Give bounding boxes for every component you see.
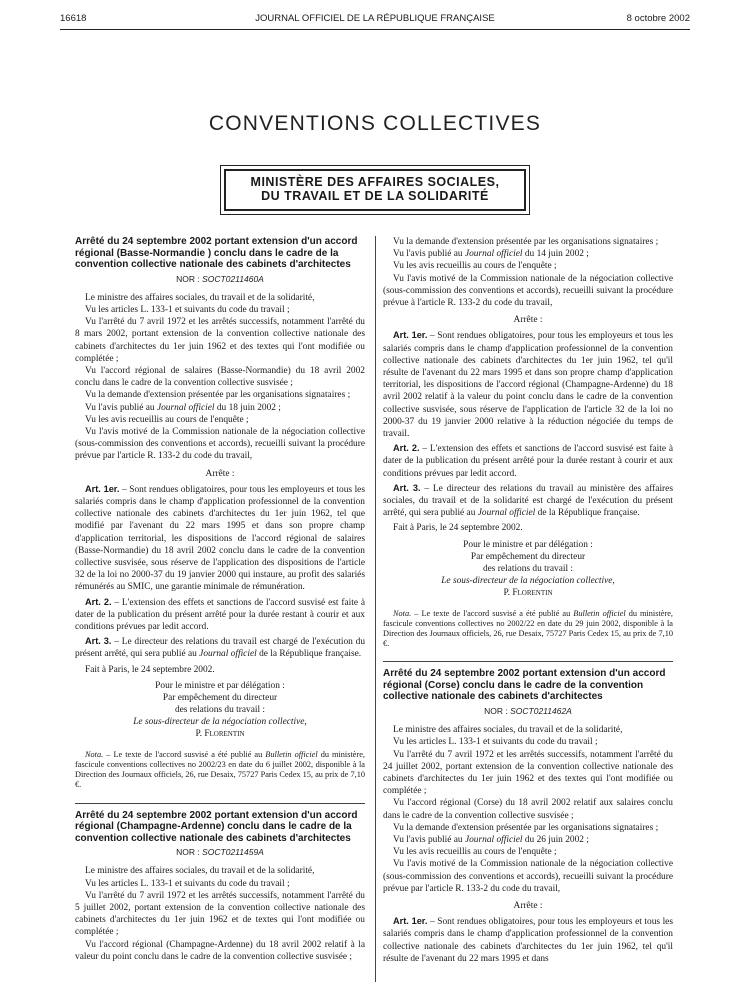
article-text: – Le directeur des relations du travail au ministère des affaires sociales, du travail et de la solidarité est chargé de l'exécution du présent arrêté, qui sera publié au bbox=[383, 483, 673, 519]
section-separator bbox=[383, 661, 673, 662]
article-3 bbox=[75, 635, 365, 660]
paragraph: Vu les avis recueillis au cours de l'enquête ; bbox=[85, 414, 249, 425]
article-text: – Sont rendues obligatoires, pour tous les employeurs et tous les salariés compris dans le champ d'application professionnel de la convention collective nationale des cabinets d'architectes du 1er juin 1962, tel qu'il résulte de l'avenant du 22 mars 1995 et dans bbox=[383, 917, 673, 964]
article-1 bbox=[75, 483, 365, 594]
journal-ref: Journal officiel bbox=[199, 649, 257, 660]
decree-title-corse: Arrêté du 24 septembre 2002 portant extension d'un accord régional (Corse) conclu dans le cadre de la convention collective nationale des cabinets d'architectes bbox=[383, 668, 666, 703]
ministry-box-inner bbox=[224, 169, 526, 211]
paragraph: Vu les articles L. 133-1 et suivants du code du travail ; bbox=[393, 737, 598, 748]
nor-label: NOR : bbox=[176, 273, 203, 284]
journal-ref: Journal officiel bbox=[477, 508, 536, 519]
main-title: CONVENTIONS COLLECTIVES bbox=[208, 112, 542, 135]
bulletin-ref: Bulletin officiel bbox=[573, 608, 626, 618]
paragraph bbox=[383, 248, 673, 260]
paragraph: Vu les avis recueillis au cours de l'enquête ; bbox=[393, 261, 557, 272]
article-label: Art. 1er. bbox=[85, 483, 120, 494]
nota-text: du ministère, fascicule conventions collectives no 2002/23 en date du 6 juillet 2002, disponible à la Direction des Journaux officiels, 26, rue Desaix, 75727 Paris Cedex 15, au prix de 7,10 €. bbox=[75, 749, 365, 790]
article-3 bbox=[383, 482, 673, 520]
paragraph: Le ministre des affaires sociales, du travail et de la solidarité, bbox=[393, 725, 623, 736]
nor-code: SOCT0211460A bbox=[202, 273, 264, 284]
journal-ref: Journal officiel bbox=[464, 249, 523, 260]
text: Vu l'avis publié au bbox=[85, 402, 157, 413]
right-column bbox=[383, 236, 673, 965]
page-header bbox=[60, 10, 690, 30]
journal-title: JOURNAL OFFICIEL DE LA RÉPUBLIQUE FRANÇAISE bbox=[255, 13, 495, 24]
signed-place-date: Fait à Paris, le 24 septembre 2002. bbox=[393, 523, 523, 534]
paragraph: Vu l'accord régional (Champagne-Ardenne) du 18 avril 2002 relatif à la valeur du point conclu dans le cadre de la convention collective susvisée ; bbox=[75, 939, 365, 962]
paragraph bbox=[383, 834, 673, 846]
nor-code: SOCT0211459A bbox=[202, 847, 264, 858]
signature-title bbox=[75, 716, 365, 728]
paragraph: Vu l'arrêté du 7 avril 1972 et les arrêtés successifs, notamment l'arrêté du 5 juillet 2002, portant extension de la convention collective nationale des cabinets d'architectes du 1er juin 1962 et de textes qui l'ont modifiée ou complétée ; bbox=[75, 890, 365, 938]
arrete-heading: Arrête : bbox=[513, 315, 543, 326]
text: du 26 juin 2002 ; bbox=[522, 835, 589, 846]
issue-date: 8 octobre 2002 bbox=[626, 13, 690, 24]
text: du 14 juin 2002 ; bbox=[522, 249, 589, 260]
signature-title-text: Le sous-directeur de la négociation collective, bbox=[133, 716, 307, 727]
signature-line: des relations du travail : bbox=[174, 704, 266, 715]
paragraph: Vu les articles L. 133-1 et suivants du code du travail ; bbox=[85, 878, 290, 889]
nor-reference bbox=[75, 273, 365, 285]
signature-line: Pour le ministre et par délégation : bbox=[155, 680, 285, 691]
arrete-heading: Arrête : bbox=[205, 468, 235, 479]
nota-text: – Le texte de l'accord susvisé a été publié au bbox=[411, 608, 574, 618]
text: Vu l'avis publié au bbox=[393, 249, 465, 260]
article-text: – Le directeur des relations du travail est chargé de l'exécution du présent arrêté, qui sera publié au bbox=[75, 637, 366, 660]
article-label: Art. 2. bbox=[393, 443, 420, 454]
text: du 18 juin 2002 ; bbox=[214, 402, 281, 413]
decree-title-champagne-ardenne: Arrêté du 24 septembre 2002 portant extension d'un accord régional (Champagne-Ardenne) conclu dans le cadre de la convention collective nationale des cabinets d'architectes bbox=[75, 809, 358, 844]
paragraph: Vu l'arrêté du 7 avril 1972 et les arrêtés successifs, notamment l'arrêté du 24 juillet 2002, portant extension de la convention collective nationale des cabinets d'architectes du 1er juin 1962 et des textes qui l'ont modifiée ou complétée ; bbox=[383, 749, 673, 797]
signed-place-date: Fait à Paris, le 24 septembre 2002. bbox=[85, 664, 215, 675]
paragraph: Vu l'accord régional de salaires (Basse-Normandie) du 18 avril 2002 conclu dans le cadre de la convention collective susvisée ; bbox=[75, 365, 365, 389]
paragraph: Vu la demande d'extension présentée par les organisations signataires ; bbox=[393, 237, 659, 247]
journal-ref: Journal officiel bbox=[156, 402, 215, 413]
nor-reference bbox=[383, 705, 673, 717]
paragraph: Vu les articles L. 133-1 et suivants du code du travail ; bbox=[85, 304, 290, 315]
signature-line: Pour le ministre et par délégation : bbox=[463, 539, 593, 550]
signatory-name: P. Florentin bbox=[503, 587, 553, 598]
signature-title bbox=[383, 575, 673, 587]
nor-reference bbox=[75, 846, 365, 858]
article-2 bbox=[383, 442, 673, 480]
article-text: – L'extension des effets et sanctions de l'accord susvisé est faite à dater de la publication du présent arrêté pour la durée restant à courir et aux conditions prévues par ledit accord. bbox=[75, 597, 365, 632]
signature-title-text: Le sous-directeur de la négociation collective, bbox=[441, 575, 615, 586]
signature-line: des relations du travail : bbox=[482, 563, 574, 574]
paragraph bbox=[75, 402, 365, 414]
column-divider bbox=[375, 236, 376, 982]
article-1 bbox=[383, 329, 673, 440]
nota bbox=[383, 609, 673, 650]
article-text: de la République française. bbox=[256, 649, 362, 660]
text: Vu l'avis publié au bbox=[393, 835, 465, 846]
arrete-heading: Arrête : bbox=[513, 901, 543, 912]
nota-text: du ministère, fascicule conventions collectives no 2002/22 en date du 29 juin 2002, disponible à la Direction des Journaux officiels, 26, rue Desaix, 75727 Paris Cedex 15, au prix de 7,10 €. bbox=[383, 608, 673, 649]
paragraph: Vu l'arrêté du 7 avril 1972 et les arrêtés successifs, notamment l'arrêté du 8 mars 2002, portant extension de la convention collective nationale des cabinets d'architectes du 1er juin 1962 et des textes qui l'ont modifiée ou complétée ; bbox=[75, 317, 365, 364]
paragraph: Vu la demande d'extension présentée par les organisations signataires ; bbox=[85, 390, 351, 401]
decree-title-basse-normandie: Arrêté du 24 septembre 2002 portant extension d'un accord régional (Basse-Normandie ) conclu dans le cadre de la convention collective nationale des cabinets d'architectes bbox=[75, 236, 358, 270]
paragraph: Vu la demande d'extension présentée par les organisations signataires ; bbox=[393, 822, 659, 833]
nor-code: SOCT0211462A bbox=[510, 705, 572, 716]
article-label: Art. 1er. bbox=[393, 330, 428, 341]
article-text: – Sont rendues obligatoires, pour tous les employeurs et tous les salariés compris dans le champ d'application professionnel de la convention collective nationale des cabinets d'architectes du 1er juin 1962, tel qu'il résulte de l'avenant du 22 mars 1995 et dans son propre champ d'application territorial, les dispositions de l'accord régional (Champagne-Ardenne) du 18 avril 2002 relatif à la valeur du point conclu dans le cadre de la convention collective susvisée, sous réserve de l'application de l'article 32 de la loi no 2000-37 du 19 janvier 2000 relative à la réduction négociée du temps de travail. bbox=[383, 331, 673, 440]
article-text: de la République française. bbox=[535, 508, 640, 519]
nor-label: NOR : bbox=[176, 847, 203, 858]
paragraph: Vu l'avis motivé de la Commission nationale de la négociation collective (sous-commission des conventions et accords), recueilli suivant la procédure prévue à l'article R. 133-2 du code du travail, bbox=[383, 273, 673, 309]
section-separator bbox=[75, 803, 365, 804]
signature-line: Par empêchement du directeur bbox=[470, 551, 586, 562]
article-text: – L'extension des effets et sanctions de l'accord susvisé est faite à dater de la publication du présent arrêté pour la durée restant à courir et aux conditions prévues par ledit accord. bbox=[383, 444, 673, 479]
article-label: Art. 1er. bbox=[393, 916, 428, 927]
article-label: Art. 3. bbox=[85, 636, 112, 647]
paragraph: Vu les avis recueillis au cours de l'enquête ; bbox=[393, 847, 557, 858]
article-text: – Sont rendues obligatoires, pour tous les employeurs et tous les salariés compris dans le champ d'application professionnel de la convention collective nationale des cabinets d'architectes du 1er juin 1962, tel que modifié par l'avenant du 22 mars 1995 et dans son propre champ d'application territorial, les dispositions de l'accord régional de salaires (Basse-Normandie) du 18 avril 2002 conclu dans le cadre de la convention collective susvisée, sous réserve de l'application des dispositions de l'article 32 de la loi no 2000-37 du 19 janvier 2000 qui instaure, au profit des salariés rémunérés au SMIC, une garantie minimale de rémunération. bbox=[75, 484, 365, 593]
paragraph: Vu l'accord régional (Corse) du 18 avril 2002 relatif aux salaires conclu dans le cadre de la convention collective susvisée ; bbox=[383, 798, 673, 821]
left-column bbox=[75, 236, 365, 963]
nor-label: NOR : bbox=[484, 705, 511, 716]
signature-block bbox=[383, 539, 673, 599]
paragraph: Le ministre des affaires sociales, du travail et de la solidarité, bbox=[85, 866, 315, 877]
nota-label: Nota. bbox=[393, 608, 412, 618]
article-label: Art. 2. bbox=[85, 596, 112, 607]
paragraph: Le ministre des affaires sociales, du travail et de la solidarité, bbox=[85, 292, 315, 303]
ministry-box bbox=[220, 165, 530, 215]
journal-ref: Journal officiel bbox=[464, 835, 523, 846]
ministry-line-2: DU TRAVAIL ET DE LA SOLIDARITÉ bbox=[261, 189, 489, 203]
nota-label: Nota. bbox=[85, 749, 104, 759]
article-1 bbox=[383, 915, 673, 965]
bulletin-ref: Bulletin officiel bbox=[265, 749, 318, 759]
ministry-line-1: MINISTÈRE DES AFFAIRES SOCIALES, bbox=[250, 175, 500, 189]
page-number: 16618 bbox=[60, 13, 87, 24]
signature-line: Par empêchement du directeur bbox=[162, 692, 278, 703]
nota bbox=[75, 750, 365, 791]
article-label: Art. 3. bbox=[393, 482, 421, 493]
article-2 bbox=[75, 596, 365, 634]
nota-text: – Le texte de l'accord susvisé a été publié au bbox=[103, 749, 266, 759]
signature-block bbox=[75, 680, 365, 740]
signatory-name: P. Florentin bbox=[195, 728, 245, 739]
paragraph: Vu l'avis motivé de la Commission nationale de la négociation collective (sous-commission des conventions et accords), recueilli suivant la procédure prévue par l'article R. 133-2 du code du travail, bbox=[383, 859, 673, 894]
paragraph: Vu l'avis motivé de la Commission nationale de la négociation collective (sous-commission des conventions et accords), recueilli suivant la procédure prévue par l'article R. 133-2 du code du travail, bbox=[75, 426, 365, 462]
